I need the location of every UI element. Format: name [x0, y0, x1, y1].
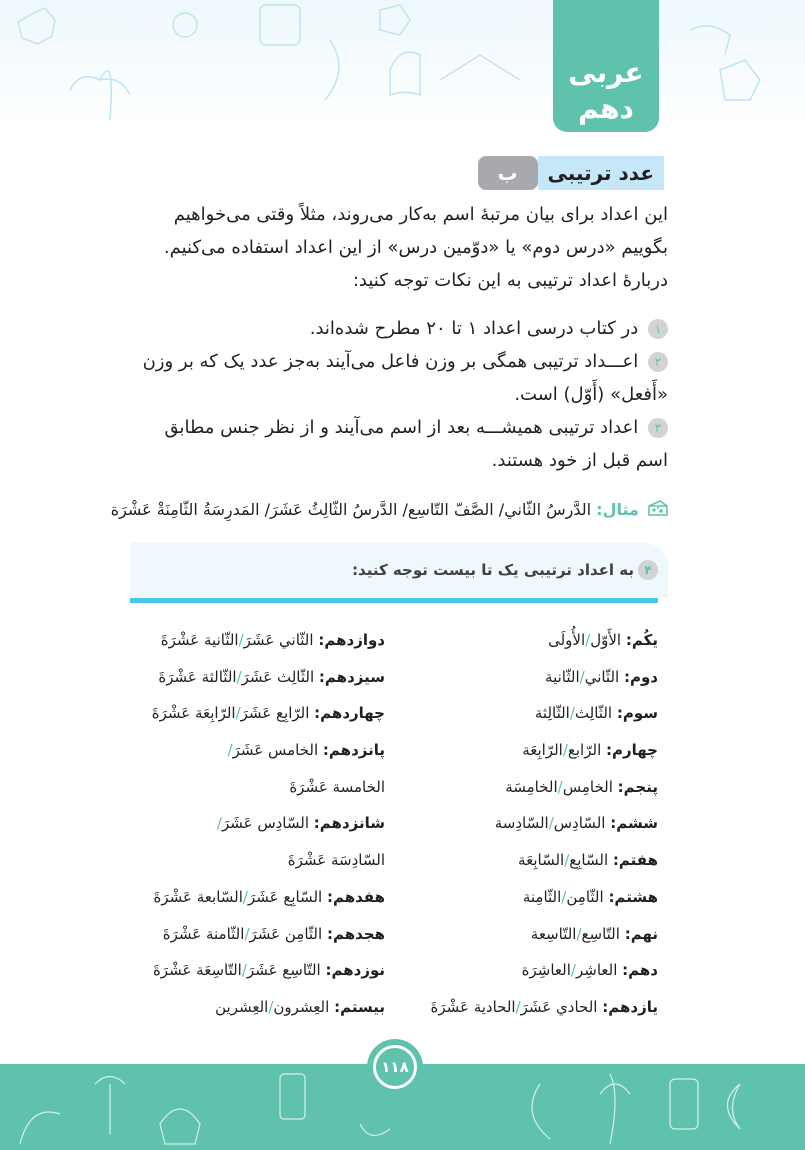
- intro-line: دربارهٔ اعداد ترتیبی به این نکات توجه کنید:: [352, 270, 668, 291]
- ordinal-masculine: السّادِس: [553, 814, 606, 833]
- ordinal-label: دوم:: [623, 667, 658, 686]
- ordinal-feminine: الثّانية: [545, 667, 580, 686]
- point-text: در کتاب درسی اعداد ۱ تا ۲۰ مطرح شده‌اند.: [309, 318, 639, 339]
- ordinal-row: [125, 989, 385, 1026]
- page-number-badge: [367, 1039, 423, 1095]
- point-text: اعـــداد ترتیبی همگی بر وزن فاعل می‌آیند به‌جز عدد یک که بر وزن «أَفعل» (أَوّل) است.: [142, 351, 668, 405]
- slash-separator: /: [241, 961, 247, 980]
- slash-separator: /: [576, 924, 582, 943]
- ordinal-row: [398, 916, 658, 953]
- ordinal-row: [125, 732, 385, 769]
- ordinal-masculine: العاشِر: [575, 961, 618, 980]
- ordinal-masculine: الثّاني عَشَرَ: [243, 631, 314, 649]
- ordinal-masculine: الأَوّل: [590, 631, 622, 649]
- ordinal-feminine: السّابعة عَشْرَةَ: [153, 887, 243, 906]
- ordinal-masculine: السّابِع عَشَرَ: [247, 887, 323, 906]
- ordinal-masculine: الثّالِث عَشَرَ: [241, 667, 315, 686]
- ordinal-feminine: الثّامنة عَشْرَةَ: [162, 924, 245, 943]
- example-text: الدَّرسُ الثّاني/ الصَّفّ التّاسِع/ الدَّرسُ الثّالِثُ عَشَرَ/ المَدرِسَةُ الثّامِنَةْ عَشْرَة: [110, 500, 592, 519]
- ordinal-masculine: الثّامِن عَشَرَ: [249, 924, 323, 943]
- ordinal-label: نهم:: [624, 924, 658, 943]
- ordinal-row: [398, 805, 658, 842]
- intro-line: این اعداد برای بیان مرتبهٔ اسم به‌کار می‌روند، مثلاً وقتی می‌خواهیم: [173, 204, 668, 225]
- ordinal-feminine: الخامِسَة: [505, 777, 558, 796]
- ordinal-masculine: الرّابع: [567, 741, 602, 760]
- ordinal-row: [398, 842, 658, 879]
- point-number-badge: ۳: [648, 418, 668, 438]
- slash-separator: /: [570, 961, 576, 980]
- ordinal-label: سیزدهم:: [318, 667, 385, 686]
- ordinal-masculine: الرّابِع عَشَرَ: [240, 704, 310, 723]
- ordinal-feminine: السّابِعَة: [518, 851, 565, 870]
- ordinal-feminine: السّادِسة: [494, 814, 549, 833]
- ordinal-label: دوازدهم:: [318, 631, 385, 649]
- slash-separator: /: [569, 704, 575, 723]
- ordinal-row: [398, 879, 658, 916]
- ordinal-row: [125, 622, 385, 659]
- ordinal-row: [398, 732, 658, 769]
- example-line: [110, 496, 668, 525]
- ordinal-row: [398, 695, 658, 732]
- ordinal-row: [398, 659, 658, 696]
- ordinal-row: [398, 952, 658, 989]
- book-title-tab: [553, 0, 659, 132]
- slash-separator: /: [561, 887, 567, 906]
- ordinal-masculine: الثّالِث: [574, 704, 613, 723]
- ordinal-row: [398, 989, 658, 1026]
- ordinal-row: [125, 842, 385, 879]
- ordinal-row: [398, 622, 658, 659]
- point-number-badge: ۱: [648, 319, 668, 339]
- ordinal-feminine: التّاسِعَة عَشْرَةَ: [152, 961, 242, 980]
- ordinal-feminine: الثّامِنة: [522, 887, 562, 906]
- slash-separator: /: [564, 851, 570, 870]
- ordinal-label: شانزدهم:: [313, 814, 385, 833]
- ordinal-masculine: الخامِس: [562, 777, 613, 796]
- section-header: [478, 156, 658, 190]
- slash-separator: /: [227, 741, 233, 760]
- ordinal-row: [125, 695, 385, 732]
- intro-paragraph: [130, 198, 668, 297]
- slash-separator: /: [585, 631, 591, 649]
- slash-separator: /: [548, 814, 554, 833]
- slash-separator: /: [579, 667, 585, 686]
- ordinal-label: پنجم:: [617, 777, 658, 796]
- page-number: ۱۱۸: [373, 1045, 417, 1089]
- ordinal-row: [125, 879, 385, 916]
- ordinal-masculine: الخامس عَشَرَ: [232, 741, 319, 760]
- slash-separator: /: [557, 777, 563, 796]
- box-divider: [130, 598, 658, 603]
- slash-separator: /: [238, 631, 244, 649]
- ordinal-label: یازدهم:: [602, 997, 658, 1016]
- section-title: عدد ترتیبی: [538, 156, 664, 190]
- slash-separator: /: [244, 924, 250, 943]
- point-item: [130, 411, 668, 477]
- ordinal-feminine: الثّانية عَشْرَةَ: [160, 631, 239, 649]
- slash-separator: /: [235, 704, 241, 723]
- ordinal-row: [125, 769, 385, 806]
- ordinal-label: یکُم:: [625, 631, 658, 649]
- slash-separator: /: [562, 741, 568, 760]
- ordinal-row: [125, 805, 385, 842]
- ordinal-label: هفدهم:: [326, 887, 385, 906]
- header-decoration: [0, 0, 805, 130]
- ordinal-feminine: الثّالثة عَشْرَةَ: [158, 667, 237, 686]
- ordinal-feminine: الأُولَى: [548, 631, 586, 649]
- ordinal-label: هفتم:: [612, 851, 658, 870]
- ordinals-box-title: به اعداد ترتیبی یک تا بیست توجه کنید:: [352, 561, 634, 579]
- example-label: مثال:: [596, 500, 639, 519]
- point-number-badge: ۲: [648, 352, 668, 372]
- ordinal-label: چهاردهم:: [314, 704, 385, 723]
- ordinal-masculine: التّاسِع: [581, 924, 620, 943]
- point-number-badge: ۴: [638, 560, 658, 580]
- ordinal-row: [125, 952, 385, 989]
- ordinal-masculine: الثّامِن: [566, 887, 604, 906]
- slash-separator: /: [216, 814, 222, 833]
- ordinal-label: ششم:: [610, 814, 658, 833]
- ordinal-masculine: الثّاني: [584, 667, 620, 686]
- slash-separator: /: [268, 997, 274, 1016]
- ordinal-label: دهم:: [622, 961, 658, 980]
- ordinal-feminine: الثّالِثة: [534, 704, 570, 723]
- ordinal-masculine: السّادِس عَشَرَ: [221, 814, 309, 833]
- ordinals-column-left: [125, 622, 385, 1026]
- point-item: [130, 312, 668, 345]
- ordinal-feminine: العاشِرَة: [521, 961, 571, 980]
- slash-separator: /: [515, 997, 521, 1016]
- ordinal-feminine: الخامسة عَشْرَةَ: [289, 777, 385, 796]
- intro-line: بگوییم «درس دوم» یا «دوّمین درس» از این اعداد استفاده می‌کنیم.: [163, 237, 668, 258]
- ordinal-feminine: الرّابِعَة عَشْرَةَ: [151, 704, 236, 723]
- ordinal-label: چهارم:: [606, 741, 658, 760]
- slash-separator: /: [236, 667, 242, 686]
- points-list: [130, 312, 668, 477]
- ordinals-box-header: [130, 542, 668, 598]
- ordinal-feminine: السّادِسَة عَشْرَةَ: [287, 851, 385, 870]
- ordinal-label: سوم:: [616, 704, 658, 723]
- cheese-icon: [648, 497, 668, 525]
- ordinal-row: [125, 659, 385, 696]
- book-grade: دهم: [578, 92, 634, 125]
- ordinal-masculine: العِشرون: [273, 997, 330, 1016]
- ordinal-feminine: العِشرين: [215, 997, 269, 1016]
- ordinal-feminine: الحادية عَشْرَةَ: [430, 997, 516, 1016]
- ordinals-column-right: [398, 622, 658, 1026]
- point-text: اعداد ترتیبی همیشـــه بعد از اسم می‌آیند و از نظر جنس مطابق اسم قبل از خود هستند.: [164, 417, 668, 471]
- section-letter: ب: [478, 156, 538, 190]
- ordinal-feminine: التّاسِعة: [530, 924, 577, 943]
- ordinal-masculine: السّابِع: [569, 851, 609, 870]
- slash-separator: /: [242, 887, 248, 906]
- doodle-pattern-icon: [0, 0, 805, 130]
- ordinal-feminine: الرّابِعَة: [522, 741, 563, 760]
- ordinal-row: [398, 769, 658, 806]
- book-subject: عربی: [568, 56, 644, 89]
- ordinal-label: پانزدهم:: [322, 741, 385, 760]
- ordinal-row: [125, 916, 385, 953]
- ordinal-label: هجدهم:: [326, 924, 385, 943]
- ordinal-masculine: الحادي عَشَرَ: [520, 997, 598, 1016]
- ordinal-label: بیستم:: [334, 997, 385, 1016]
- ordinal-label: هشتم:: [608, 887, 658, 906]
- ordinal-masculine: التّاسِع عَشَرَ: [246, 961, 321, 980]
- ordinal-label: نوزدهم:: [325, 961, 385, 980]
- point-item: [130, 345, 668, 411]
